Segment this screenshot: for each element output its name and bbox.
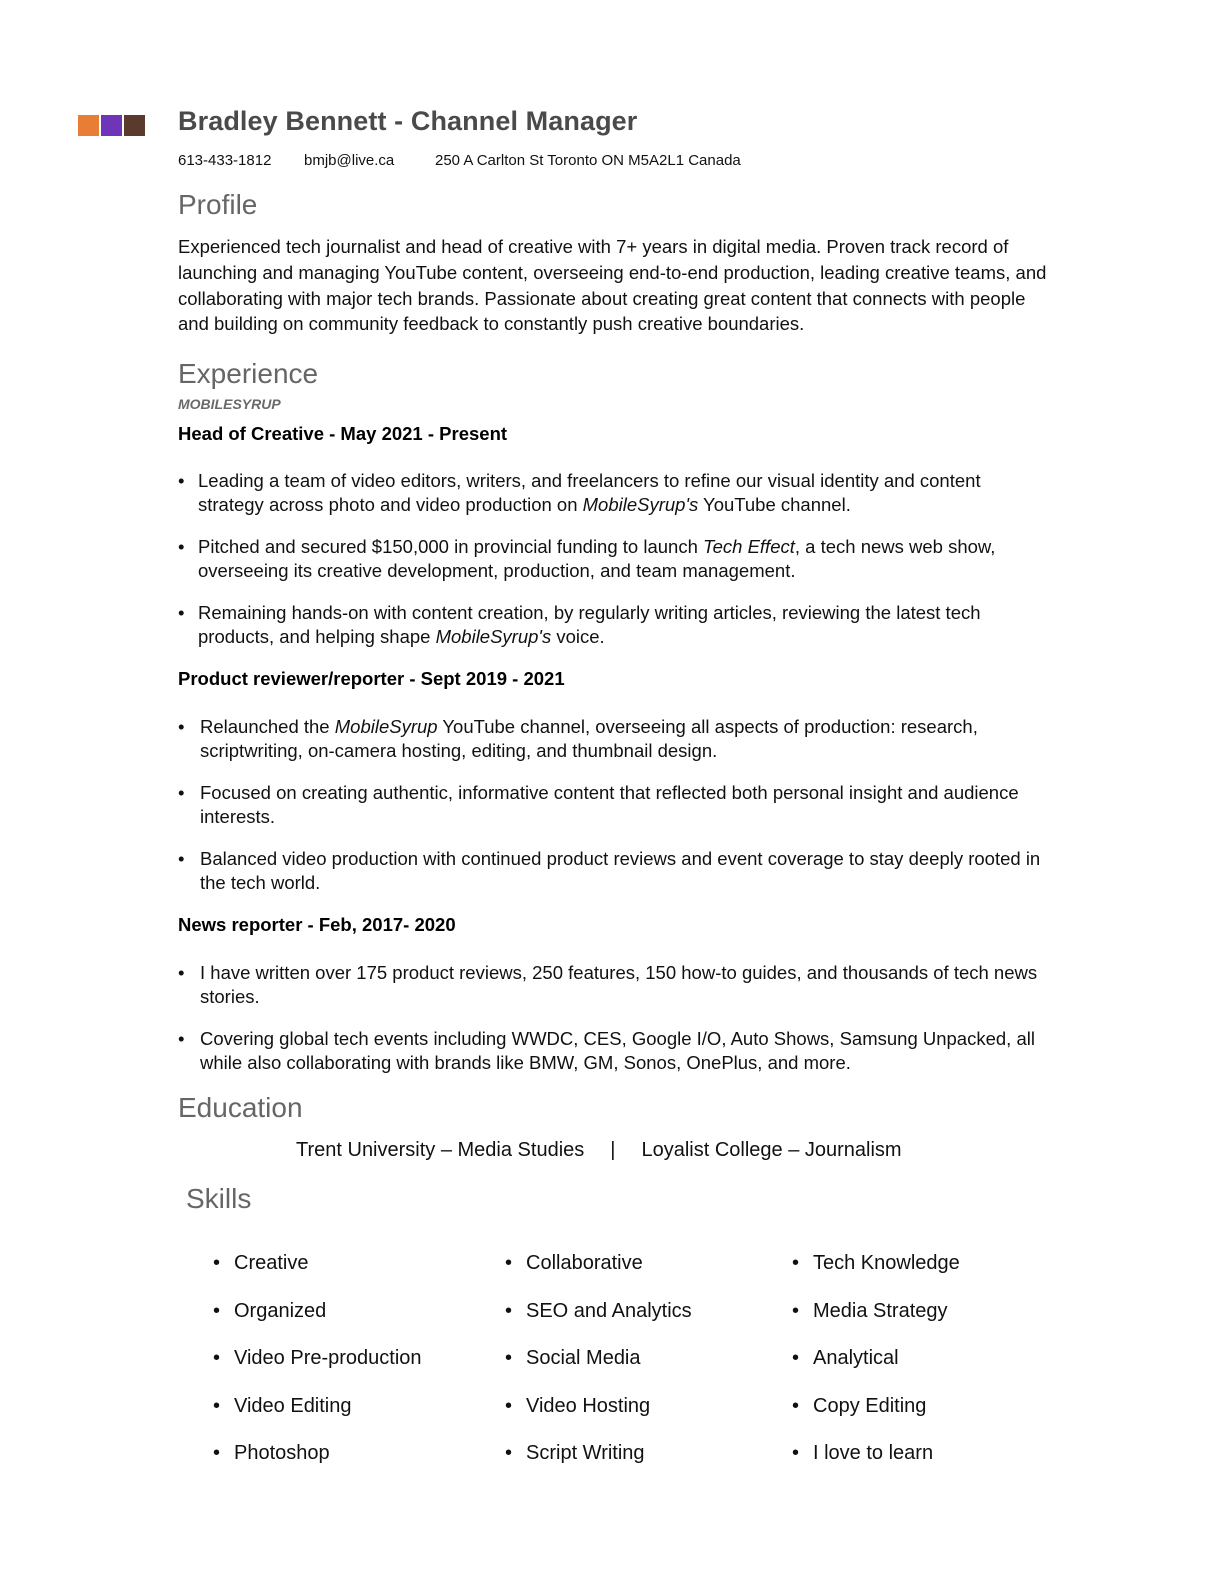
- bullet-item: [178, 535, 1048, 582]
- bullet-text: Remaining hands-on with content creation, by regularly writing articles, reviewing the latest tech products, and helping shape: [198, 602, 981, 647]
- bullet-item: [178, 715, 1048, 762]
- bullet-italic-text: MobileSyrup: [334, 716, 438, 737]
- role-bullets: [178, 961, 1048, 1093]
- bullet-item: [178, 601, 1048, 648]
- school-2: Loyalist College – Journalism: [641, 1139, 902, 1161]
- skills-column-3: [792, 1248, 960, 1486]
- education-separator: |: [610, 1139, 616, 1161]
- role-bullets: [178, 715, 1048, 913]
- profile-text: Experienced tech journalist and head of creative with 7+ years in digital media. Proven track record of launching and managing YouTube content, overseeing end-to-end production, leading creative teams, and collaborating with major tech brands. Passionate about creating great content that connects with people and building on community feedback to constantly push creative boundaries.: [178, 236, 1047, 335]
- page-title: Bradley Bennett - Channel Manager: [178, 106, 638, 136]
- bullet-text: , a tech news web show, overseeing its creative development, production, and team management.: [198, 536, 996, 581]
- bullet-item: [178, 781, 1048, 828]
- skill-item: • Media Strategy: [792, 1296, 960, 1326]
- bullet-text: Relaunched the: [200, 716, 335, 737]
- skill-item: • SEO and Analytics: [505, 1296, 692, 1326]
- skill-item: • Analytical: [792, 1343, 960, 1373]
- bullet-text: Focused on creating authentic, informative content that reflected both personal insight and audience interests.: [200, 782, 1019, 827]
- skill-item: • Tech Knowledge: [792, 1248, 960, 1278]
- logo-square-orange: [78, 115, 99, 136]
- role-title: Product reviewer/reporter - Sept 2019 - 2021: [178, 668, 565, 689]
- skill-item: • Video Hosting: [505, 1391, 692, 1421]
- bullet-item: [178, 1027, 1048, 1074]
- education-line: [296, 1139, 902, 1162]
- role-title: News reporter - Feb, 2017- 2020: [178, 914, 456, 935]
- skill-item: • Video Pre-production: [213, 1343, 422, 1373]
- experience-heading: Experience: [178, 358, 319, 389]
- bullet-text: I have written over 175 product reviews, 250 features, 150 how-to guides, and thousands of tech news stories.: [200, 962, 1038, 1007]
- logo-square-purple: [101, 115, 122, 136]
- profile-heading: Profile: [178, 189, 258, 220]
- bullet-italic-text: MobileSyrup's: [582, 493, 699, 515]
- bullet-text: Pitched and secured $150,000 in provincial funding to launch: [198, 536, 703, 557]
- bullet-text: Leading a team of video editors, writers, and freelancers to refine our visual identity and content strategy across photo and video production on: [198, 470, 981, 515]
- skill-item: • Script Writing: [505, 1438, 692, 1468]
- bullet-italic-text: Tech Effect: [703, 536, 795, 557]
- skill-item: • Collaborative: [505, 1248, 692, 1278]
- bullet-text: YouTube channel.: [698, 493, 851, 515]
- skills-column-2: [505, 1248, 692, 1486]
- skill-item: • Photoshop: [213, 1438, 422, 1468]
- phone-number: 613-433-1812: [178, 152, 272, 169]
- bullet-item: [178, 469, 1048, 516]
- skill-item: • Copy Editing: [792, 1391, 960, 1421]
- logo-square-brown: [124, 115, 145, 136]
- role-bullets: [178, 469, 1048, 667]
- skill-item: • Video Editing: [213, 1391, 422, 1421]
- bullet-italic-text: MobileSyrup's: [435, 625, 552, 647]
- bullet-text: Covering global tech events including WWDC, CES, Google I/O, Auto Shows, Samsung Unpacked, all while also collaborating with brands like BMW, GM, Sonos, OnePlus, and more.: [200, 1028, 1035, 1073]
- school-1: Trent University – Media Studies: [296, 1139, 585, 1161]
- bullet-text: voice.: [551, 625, 605, 647]
- skill-item: • Social Media: [505, 1343, 692, 1373]
- skills-column-1: [213, 1248, 422, 1486]
- skill-item: • Creative: [213, 1248, 422, 1278]
- skill-item: • Organized: [213, 1296, 422, 1326]
- bullet-text: YouTube channel, overseeing all aspects of production: research, scriptwriting, on-camera hosting, editing, and thumbnail design.: [200, 716, 978, 761]
- email-address: bmjb@live.ca: [304, 152, 395, 169]
- skill-item: • I love to learn: [792, 1438, 960, 1468]
- role-title: Head of Creative - May 2021 - Present: [178, 423, 508, 444]
- bullet-item: [178, 847, 1048, 894]
- education-heading: Education: [178, 1092, 303, 1123]
- bullet-item: [178, 961, 1048, 1008]
- skills-heading: Skills: [186, 1183, 252, 1214]
- bullet-text: Balanced video production with continued product reviews and event coverage to stay deeply rooted in the tech world.: [200, 848, 1041, 893]
- logo-squares: [78, 115, 145, 136]
- address: 250 A Carlton St Toronto ON M5A2L1 Canada: [435, 152, 741, 169]
- company-name: MOBILESYRUP: [178, 396, 281, 412]
- contact-line: [178, 152, 741, 169]
